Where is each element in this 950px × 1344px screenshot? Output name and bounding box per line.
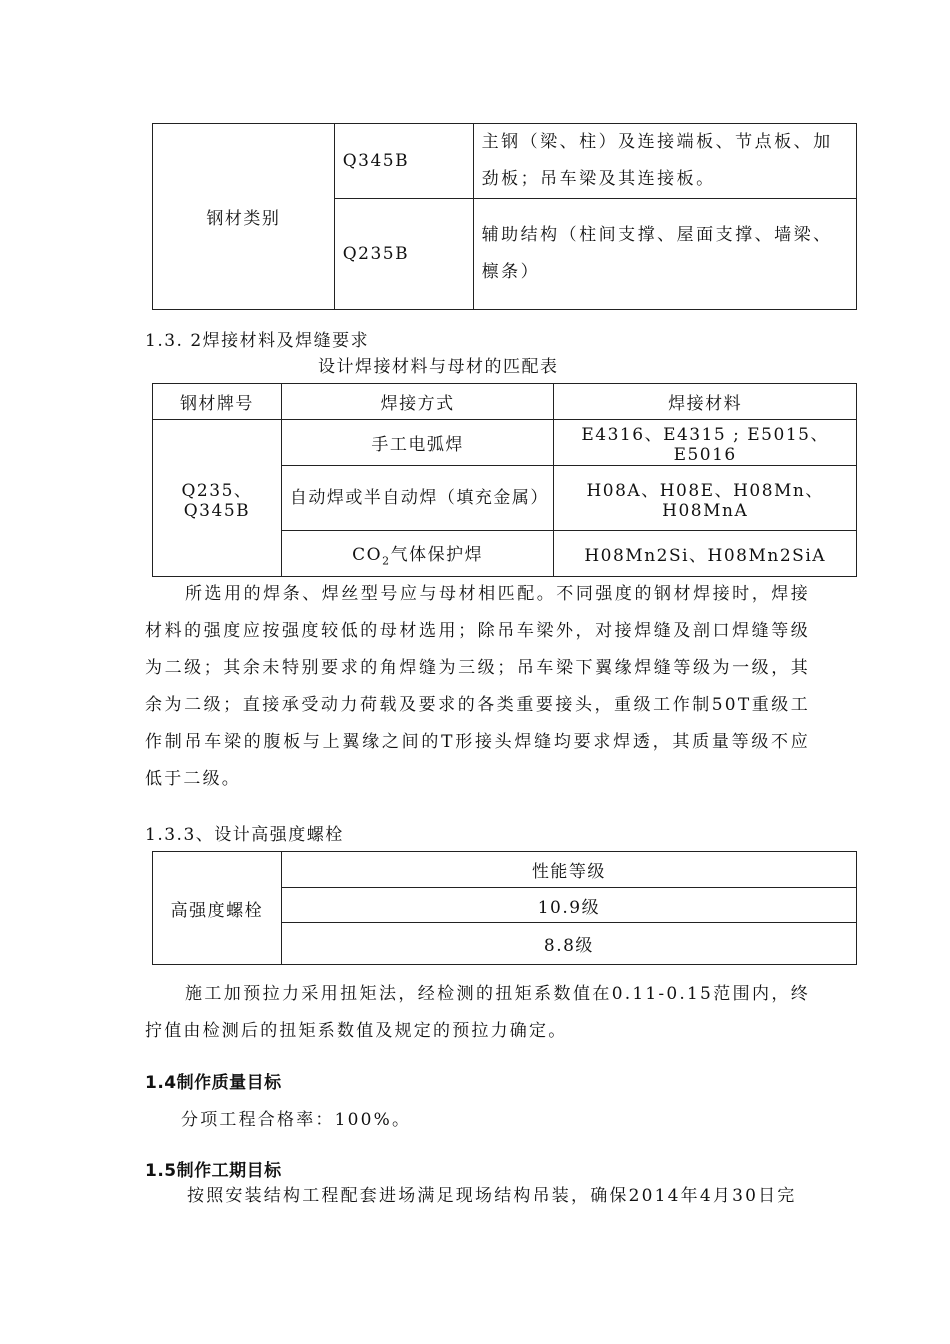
co2-text: CO [352, 544, 383, 565]
bolt-grade-cell: 8.8级 [281, 923, 856, 965]
section-heading: 1.5制作工期目标 [145, 1161, 282, 1181]
steel-table [152, 123, 857, 310]
weld-header-method: 焊接方式 [281, 384, 553, 420]
bolt-label-cell: 高强度螺栓 [153, 852, 282, 965]
weld-header-material: 焊接材料 [554, 384, 857, 420]
weld-steel-cell: Q235、Q345B [153, 420, 282, 577]
section-heading: 1.4制作质量目标 [145, 1073, 282, 1093]
bolt-table [152, 851, 857, 965]
quality-paragraph: 分项工程合格率：100%。 [181, 1110, 412, 1130]
bolt-paragraph: 施工加预拉力采用扭矩法，经检测的扭矩系数值在0.11-0.15范围内，终拧值由检测后的扭矩系数值及规定的预拉力确定。 [145, 984, 810, 1041]
weld-material-cell: H08Mn2Si、H08Mn2SiA [554, 531, 857, 577]
bolt-grade-cell: 10.9级 [281, 888, 856, 923]
section-heading: 1.3.3、设计高强度螺栓 [145, 825, 344, 845]
section-heading: 1.3. 2焊接材料及焊缝要求 [145, 331, 370, 351]
weld-material-cell: H08A、H08E、H08Mn、H08MnA [554, 466, 857, 531]
steel-use-cell: 主钢（梁、柱）及连接端板、节点板、加劲板；吊车梁及其连接板。 [473, 124, 856, 199]
schedule-paragraph: 按照安装结构工程配套进场满足现场结构吊装，确保2014年4月30日完 [187, 1186, 797, 1206]
steel-grade-cell: Q345B [334, 124, 473, 199]
co2-subscript: 2 [382, 554, 391, 568]
weld-method-cell [281, 531, 553, 577]
weld-material-cell: E4316、E4315 ; E5015、E5016 [554, 420, 857, 466]
gas-shield-text: 气体保护焊 [390, 544, 484, 565]
steel-use-cell: 辅助结构（柱间支撑、屋面支撑、墙梁、檩条） [473, 199, 856, 310]
weld-table-title: 设计焊接材料与母材的匹配表 [318, 357, 559, 377]
steel-grade-cell: Q235B [334, 199, 473, 310]
steel-category-cell: 钢材类别 [153, 124, 335, 310]
bolt-header-cell: 性能等级 [281, 852, 856, 888]
weld-method-cell: 自动焊或半自动焊（填充金属） [281, 466, 553, 531]
weld-table [152, 383, 857, 577]
weld-header-steel: 钢材牌号 [153, 384, 282, 420]
weld-method-cell: 手工电弧焊 [281, 420, 553, 466]
weld-paragraph: 所选用的焊条、焊丝型号应与母材相匹配。不同强度的钢材焊接时，焊接材料的强度应按强度较低的母材选用；除吊车梁外，对接焊缝及剖口焊缝等级为二级；其余未特别要求的角焊缝为三级；吊车梁下翼缘焊缝等级为一级，其余为二级；直接承受动力荷载及要求的各类重要接头，重级工作制50T重级工作制吊车梁的腹板与上翼缘之间的T形接头焊缝均要求焊透，其质量等级不应低于二级。 [145, 584, 810, 789]
